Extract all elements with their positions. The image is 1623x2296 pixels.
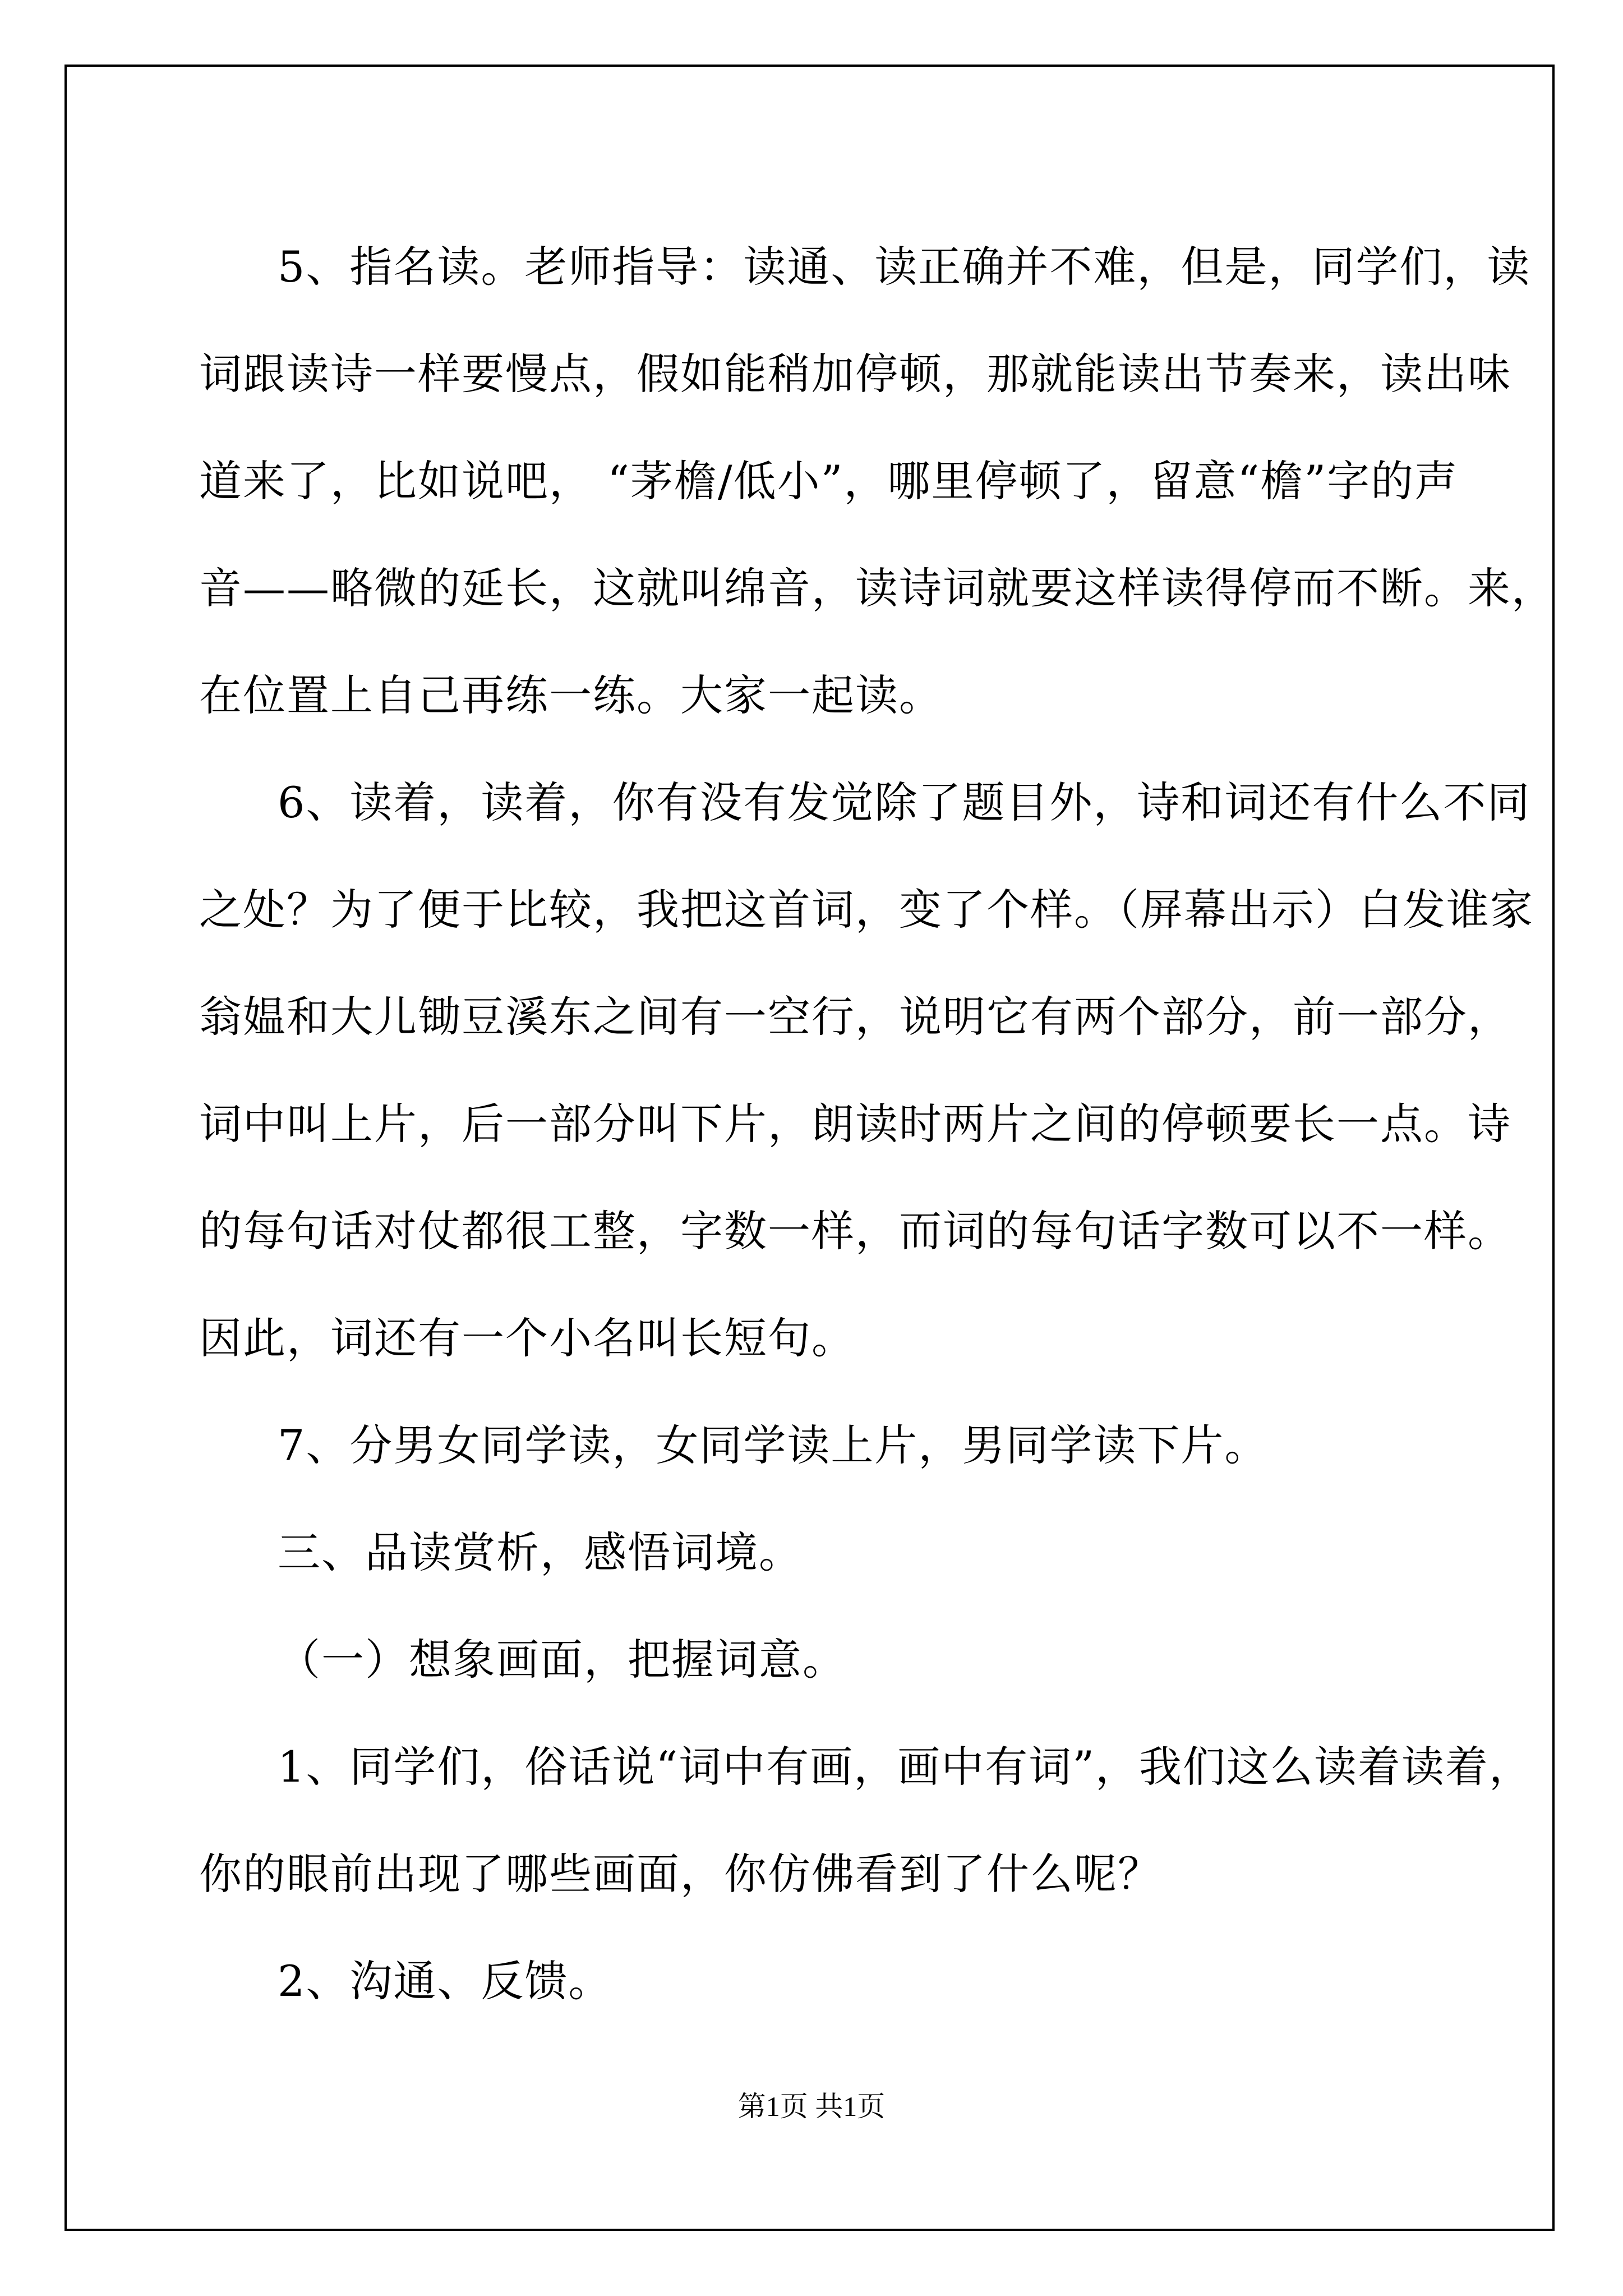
text-line: 2、沟通、反馈。 (278, 1956, 612, 2006)
text-line: 词跟读诗一样要慢点，假如能稍加停顿，那就能读出节奏来，读出味 (199, 349, 1511, 399)
paragraph-step-1 (199, 1713, 1533, 1927)
text-line: 你的眼前出现了哪些画面，你仿佛看到了什么呢？ (199, 1849, 1161, 1899)
paragraph-step-6 (199, 749, 1534, 1392)
document-body (199, 213, 1555, 2035)
text-line: 5、指名读。老师指导：读通、读正确并不难，但是，同学们，读 (278, 242, 1531, 292)
text-line: 音——略微的延长，这就叫绵音，读诗词就要这样读得停而不断。来， (199, 563, 1555, 613)
text-line: 因此，词还有一个小名叫长短句。 (199, 1313, 855, 1363)
section-heading: 三、品读赏析，感悟词境。 (278, 1527, 803, 1577)
paragraph-step-2 (199, 1927, 1427, 2035)
paragraph-step-5 (199, 213, 1555, 749)
text-line: 翁媪和大儿锄豆溪东之间有一空行，说明它有两个部分，前一部分， (199, 992, 1511, 1042)
section-heading-3 (199, 1499, 1427, 1606)
text-line: 之处？为了便于比较，我把这首词，变了个样。（屏幕出示）白发谁家 (199, 885, 1534, 935)
text-line: 7、分男女同学读，女同学读上片，男同学读下片。 (278, 1420, 1269, 1470)
text-line: 道来了，比如说吧， “茅檐/低小”，哪里停顿了，留意“檐”字的声 (199, 456, 1459, 506)
subsection-heading: （一）想象画面，把握词意。 (278, 1635, 846, 1685)
text-line: 6、读着，读着，你有没有发觉除了题目外，诗和词还有什么不同 (278, 777, 1531, 827)
text-line: 在位置上自己再练一练。大家一起读。 (199, 670, 943, 720)
text-line: 1、同学们，俗话说“词中有画，画中有词”，我们这么读着读着， (278, 1742, 1533, 1792)
paragraph-step-7 (199, 1392, 1427, 1499)
text-line: 词中叫上片，后一部分叫下片，朗读时两片之间的停顿要长一点。诗 (199, 1099, 1511, 1149)
subsection-heading-1 (199, 1606, 1427, 1713)
text-line: 的每句话对仗都很工整，字数一样，而词的每句话字数可以不一样。 (199, 1206, 1511, 1256)
page-number-footer: 第1页 共1页 (737, 2091, 886, 2122)
